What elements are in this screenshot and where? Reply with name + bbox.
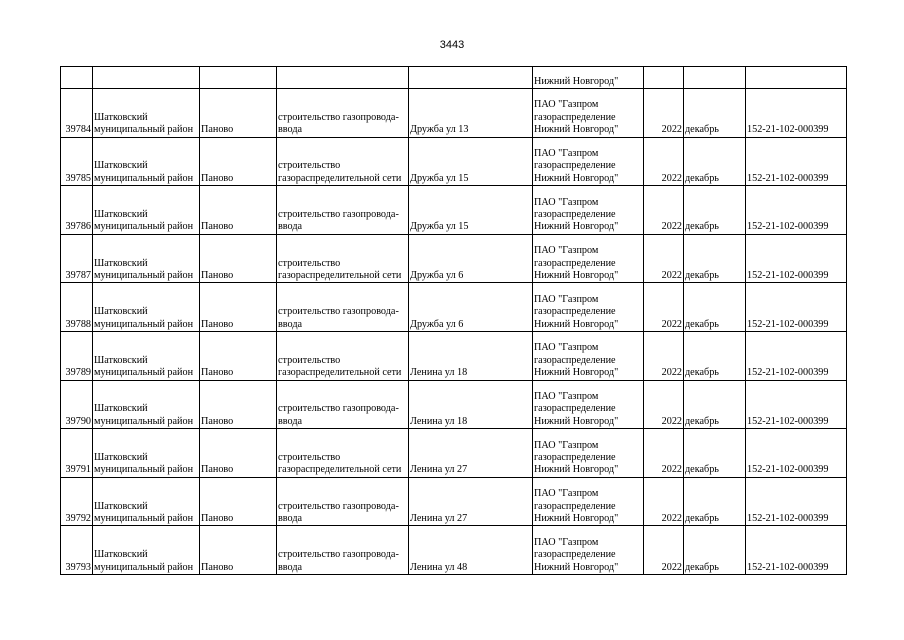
cell-object: строительство газопровода- ввода	[277, 283, 409, 332]
cell-locality: Паново	[200, 137, 277, 186]
table-row	[61, 429, 847, 478]
cell-month: декабрь	[684, 283, 746, 332]
cell-district: Шатковский муниципальный район	[93, 234, 200, 283]
cell-object: строительство газопровода- ввода	[277, 186, 409, 235]
cell-year: 2022	[644, 380, 684, 429]
table-row-partial	[61, 67, 847, 89]
table-row	[61, 137, 847, 186]
cell-code: 152-21-102-000399	[746, 429, 847, 478]
cell-num: 39790	[61, 380, 93, 429]
cell-month: декабрь	[684, 380, 746, 429]
cell-locality: Паново	[200, 429, 277, 478]
cell-district: Шатковский муниципальный район	[93, 283, 200, 332]
cell-org: Нижний Новгород"	[533, 67, 644, 89]
cell-org: ПАО "Газпром газораспределение Нижний Новгород"	[533, 186, 644, 235]
cell-district: Шатковский муниципальный район	[93, 331, 200, 380]
cell-org: ПАО "Газпром газораспределение Нижний Новгород"	[533, 234, 644, 283]
cell-year: 2022	[644, 331, 684, 380]
cell-locality: Паново	[200, 234, 277, 283]
cell-address: Дружба ул 13	[409, 89, 533, 138]
cell-num: 39789	[61, 331, 93, 380]
cell-year: 2022	[644, 137, 684, 186]
cell-district: Шатковский муниципальный район	[93, 380, 200, 429]
cell-locality	[200, 67, 277, 89]
cell-num: 39784	[61, 89, 93, 138]
cell-object: строительство газопровода- ввода	[277, 526, 409, 575]
cell-num	[61, 67, 93, 89]
cell-month: декабрь	[684, 234, 746, 283]
cell-org: ПАО "Газпром газораспределение Нижний Новгород"	[533, 137, 644, 186]
table-row	[61, 283, 847, 332]
cell-code: 152-21-102-000399	[746, 477, 847, 526]
cell-district: Шатковский муниципальный район	[93, 477, 200, 526]
cell-locality: Паново	[200, 331, 277, 380]
cell-code: 152-21-102-000399	[746, 283, 847, 332]
cell-district: Шатковский муниципальный район	[93, 526, 200, 575]
cell-locality: Паново	[200, 186, 277, 235]
table-row	[61, 331, 847, 380]
registry-table-body	[61, 67, 847, 575]
cell-district	[93, 67, 200, 89]
cell-district: Шатковский муниципальный район	[93, 89, 200, 138]
cell-month: декабрь	[684, 331, 746, 380]
cell-address: Ленина ул 48	[409, 526, 533, 575]
table-row	[61, 89, 847, 138]
cell-object: строительство газопровода- ввода	[277, 380, 409, 429]
cell-object: строительство газораспределительной сети	[277, 234, 409, 283]
cell-object: строительство газопровода- ввода	[277, 477, 409, 526]
cell-year: 2022	[644, 283, 684, 332]
cell-code	[746, 67, 847, 89]
cell-district: Шатковский муниципальный район	[93, 429, 200, 478]
cell-address: Дружба ул 15	[409, 137, 533, 186]
cell-num: 39787	[61, 234, 93, 283]
cell-object: строительство газораспределительной сети	[277, 429, 409, 478]
cell-num: 39791	[61, 429, 93, 478]
cell-num: 39786	[61, 186, 93, 235]
cell-address: Ленина ул 18	[409, 380, 533, 429]
cell-address	[409, 67, 533, 89]
table-row	[61, 477, 847, 526]
cell-address: Ленина ул 27	[409, 429, 533, 478]
cell-org: ПАО "Газпром газораспределение Нижний Новгород"	[533, 429, 644, 478]
cell-district: Шатковский муниципальный район	[93, 186, 200, 235]
table-row	[61, 234, 847, 283]
cell-code: 152-21-102-000399	[746, 380, 847, 429]
cell-org: ПАО "Газпром газораспределение Нижний Новгород"	[533, 477, 644, 526]
cell-object: строительство газораспределительной сети	[277, 331, 409, 380]
cell-locality: Паново	[200, 526, 277, 575]
cell-year: 2022	[644, 429, 684, 478]
cell-org: ПАО "Газпром газораспределение Нижний Новгород"	[533, 526, 644, 575]
cell-num: 39792	[61, 477, 93, 526]
cell-code: 152-21-102-000399	[746, 186, 847, 235]
registry-table	[60, 66, 847, 575]
cell-address: Ленина ул 18	[409, 331, 533, 380]
cell-org: ПАО "Газпром газораспределение Нижний Новгород"	[533, 331, 644, 380]
cell-locality: Паново	[200, 283, 277, 332]
cell-object	[277, 67, 409, 89]
page-number: 3443	[439, 39, 465, 51]
cell-num: 39785	[61, 137, 93, 186]
cell-month: декабрь	[684, 89, 746, 138]
cell-org: ПАО "Газпром газораспределение Нижний Новгород"	[533, 89, 644, 138]
cell-address: Дружба ул 6	[409, 283, 533, 332]
cell-code: 152-21-102-000399	[746, 526, 847, 575]
cell-num: 39793	[61, 526, 93, 575]
cell-year: 2022	[644, 234, 684, 283]
cell-code: 152-21-102-000399	[746, 137, 847, 186]
cell-object: строительство газопровода- ввода	[277, 89, 409, 138]
cell-address: Дружба ул 15	[409, 186, 533, 235]
cell-address: Ленина ул 27	[409, 477, 533, 526]
table-row	[61, 380, 847, 429]
cell-code: 152-21-102-000399	[746, 331, 847, 380]
cell-month: декабрь	[684, 526, 746, 575]
cell-year: 2022	[644, 526, 684, 575]
cell-org: ПАО "Газпром газораспределение Нижний Новгород"	[533, 380, 644, 429]
cell-object: строительство газораспределительной сети	[277, 137, 409, 186]
cell-month: декабрь	[684, 137, 746, 186]
cell-org: ПАО "Газпром газораспределение Нижний Новгород"	[533, 283, 644, 332]
cell-locality: Паново	[200, 380, 277, 429]
cell-district: Шатковский муниципальный район	[93, 137, 200, 186]
cell-year: 2022	[644, 186, 684, 235]
cell-locality: Паново	[200, 477, 277, 526]
cell-month	[684, 67, 746, 89]
cell-address: Дружба ул 6	[409, 234, 533, 283]
cell-year	[644, 67, 684, 89]
cell-year: 2022	[644, 477, 684, 526]
cell-code: 152-21-102-000399	[746, 89, 847, 138]
table-row	[61, 186, 847, 235]
cell-num: 39788	[61, 283, 93, 332]
cell-year: 2022	[644, 89, 684, 138]
table-row	[61, 526, 847, 575]
cell-locality: Паново	[200, 89, 277, 138]
cell-code: 152-21-102-000399	[746, 234, 847, 283]
cell-month: декабрь	[684, 477, 746, 526]
cell-month: декабрь	[684, 186, 746, 235]
cell-month: декабрь	[684, 429, 746, 478]
